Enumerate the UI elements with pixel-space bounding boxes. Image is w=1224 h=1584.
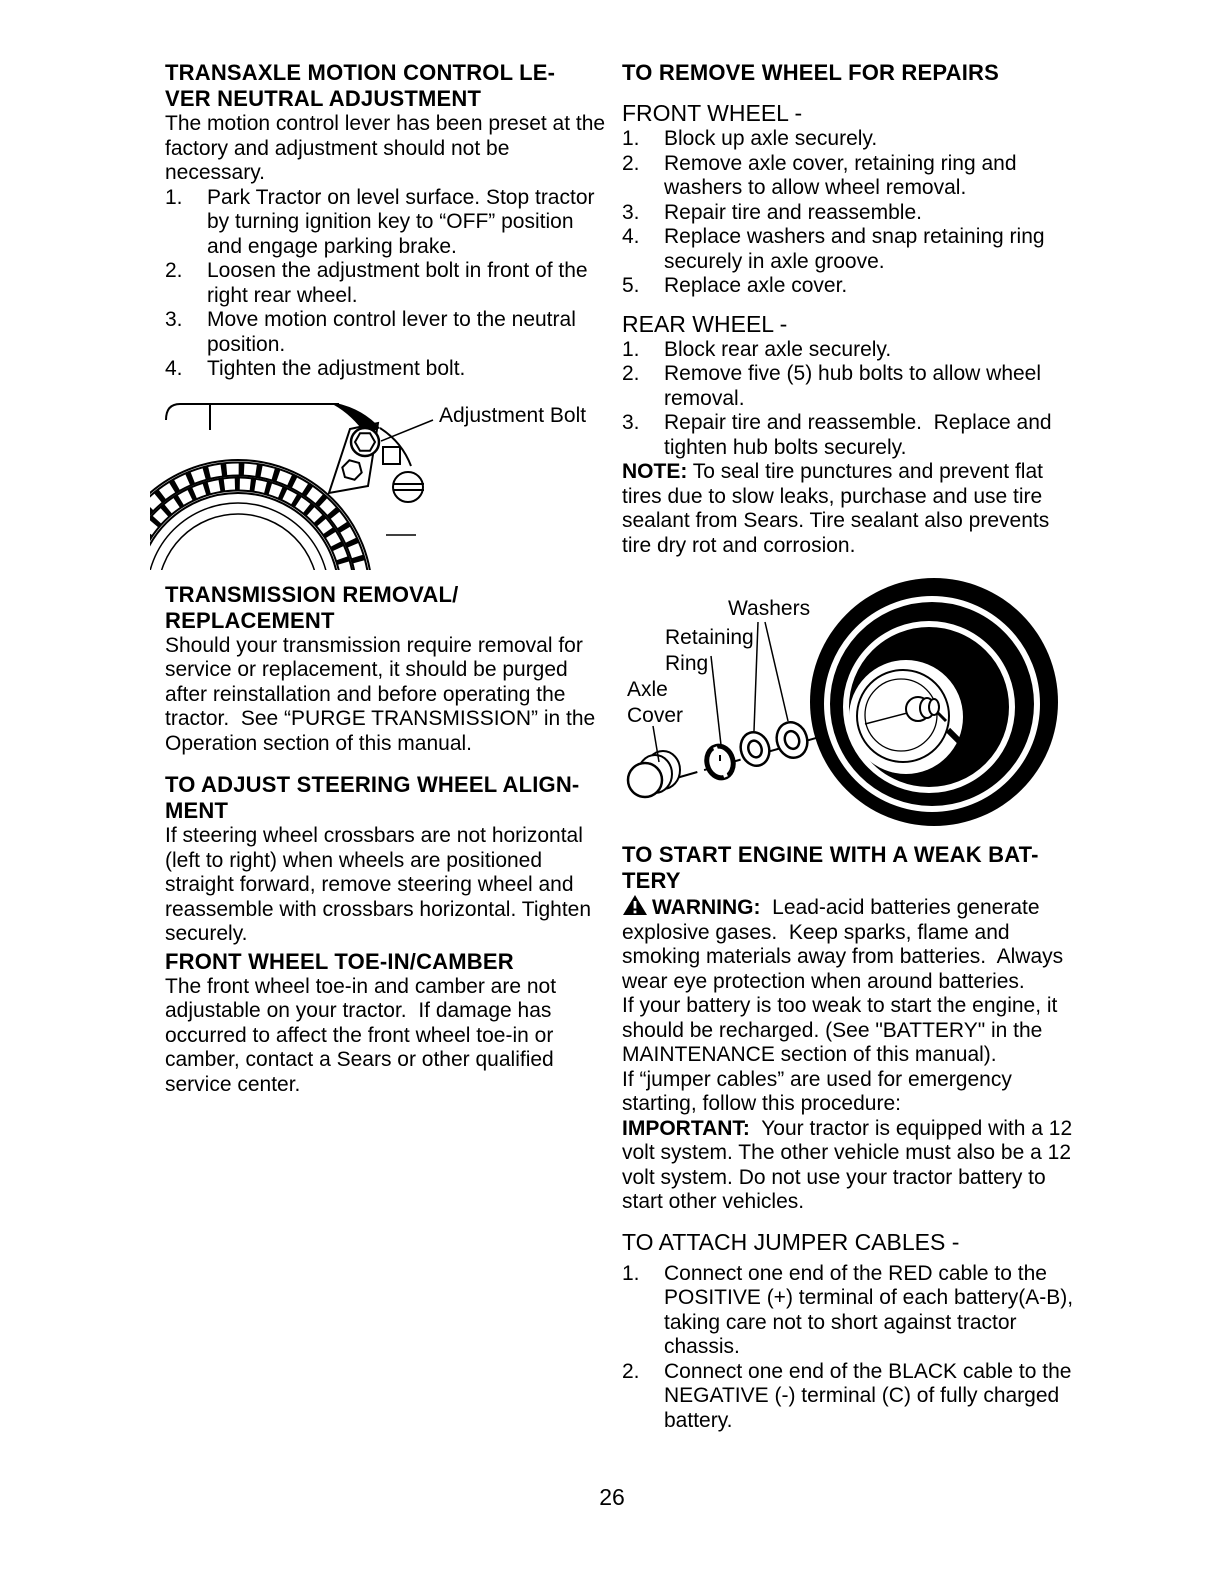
note-text: To seal tire punctures and prevent flat tires due to slow leaks, purchase and use tire sealant from Sears. Tire sealant also prevents tire dry rot and corrosion. — [622, 460, 1056, 557]
step-number: 4. — [622, 225, 640, 248]
step-number: 4. — [165, 357, 183, 380]
right-column — [622, 60, 1079, 1433]
figure-label-cover: Cover — [627, 704, 684, 727]
list-item — [165, 357, 611, 382]
list-item — [622, 1261, 1079, 1360]
figure-label-retaining: Retaining — [665, 626, 754, 649]
heading-line: REPLACEMENT — [165, 607, 335, 633]
heading-remove-wheel — [622, 60, 1074, 86]
heading-line: TO REMOVE WHEEL FOR REPAIRS — [622, 60, 999, 85]
heading-line: TERY — [622, 868, 681, 893]
heading-line: TO ADJUST STEERING WHEEL ALIGN- — [165, 772, 580, 797]
list-item — [622, 201, 1074, 226]
paragraph-warning — [622, 894, 1074, 994]
heading-toein — [165, 949, 611, 975]
page-number: 26 — [599, 1484, 625, 1510]
transaxle-steps — [165, 186, 611, 382]
list-item — [165, 186, 611, 260]
list-item — [622, 338, 1074, 363]
jumper-steps — [622, 1261, 1079, 1434]
note-label: NOTE: — [622, 460, 688, 483]
step-text: Move motion control lever to the neutral position. — [207, 308, 582, 356]
warning-label: WARNING: — [652, 896, 761, 919]
step-text: Connect one end of the BLACK cable to the NEGATIVE (-) terminal (C) of fully charged battery. — [664, 1359, 1078, 1432]
step-text: Connect one end of the RED cable to the POSITIVE (+) terminal of each battery(A-B), taking care not to short against tractor chassis. — [664, 1261, 1079, 1358]
list-item — [165, 259, 611, 308]
paragraph-important — [622, 1116, 1078, 1215]
heading-line: TO START ENGINE WITH A WEAK BAT- — [622, 842, 1039, 867]
paragraph-note — [622, 460, 1074, 558]
paragraph-jumper-intro: If “jumper cables” are used for emergency starting, follow this procedure: — [622, 1067, 1018, 1115]
fender-edge — [166, 404, 339, 420]
subheading-attach-jumper: TO ATTACH JUMPER CABLES - — [622, 1228, 960, 1255]
heading-line: VER NEUTRAL ADJUSTMENT — [165, 86, 482, 111]
paragraph-transaxle-intro: The motion control lever has been preset at the factory and adjustment should not be necessary. — [165, 112, 611, 184]
adjustment-bolt-figure — [150, 390, 590, 570]
retaining-ring — [703, 743, 736, 781]
leader-line — [754, 622, 758, 731]
list-item — [622, 274, 1074, 299]
step-text: Block up axle securely. — [664, 127, 878, 150]
step-number: 5. — [622, 274, 640, 297]
step-text: Tighten the adjustment bolt. — [207, 357, 466, 380]
subheading-rear-wheel: REAR WHEEL - — [622, 310, 788, 337]
heading-steering — [165, 772, 611, 824]
important-label: IMPORTANT: — [622, 1116, 750, 1140]
warning-icon — [622, 894, 648, 916]
subheading-front-wheel: FRONT WHEEL - — [622, 100, 803, 126]
step-text: Remove axle cover, retaining ring and washers to allow wheel removal. — [664, 151, 1023, 199]
heading-transmission — [165, 582, 611, 634]
step-text: Remove five (5) hub bolts to allow wheel removal. — [664, 362, 1047, 410]
step-text: Replace axle cover. — [664, 274, 848, 297]
list-item — [622, 152, 1074, 201]
rear-wheel-steps — [622, 338, 1074, 461]
step-text: Repair tire and reassemble. Replace and tighten hub bolts securely. — [664, 411, 1058, 459]
step-number: 3. — [165, 308, 183, 331]
figure-label-ring: Ring — [665, 652, 709, 675]
paragraph-toein: The front wheel toe-in and camber are not adjustable on your tractor. If damage has occurred to affect the front wheel toe-in or camber, contact a Sears or other qualified service center. — [165, 974, 562, 1096]
paragraph-recharge: If your battery is too weak to start the engine, it should be recharged. (See "BATTERY" in the MAINTENANCE section of this manual). — [622, 994, 1064, 1066]
heading-line: FRONT WHEEL TOE-IN/CAMBER — [165, 948, 514, 974]
step-number: 1. — [622, 337, 640, 361]
step-number: 2. — [622, 1359, 640, 1383]
step-number: 3. — [622, 200, 640, 224]
heading-line: TRANSAXLE MOTION CONTROL LE- — [165, 60, 556, 85]
step-text: Park Tractor on level surface. Stop tractor by turning ignition key to “OFF” position and engage parking brake. — [207, 185, 601, 258]
list-item — [622, 1359, 1078, 1434]
step-number: 1. — [622, 127, 640, 150]
frame-square — [383, 447, 400, 464]
important-text: Your tractor is equipped with a 12 volt system. The other vehicle must also be a 12 volt system. Do not use your tractor battery to start other vehicles. — [622, 1116, 1078, 1213]
list-item — [622, 411, 1074, 460]
rear-tire — [810, 578, 1058, 826]
step-number: 1. — [165, 185, 183, 209]
step-number: 1. — [622, 1261, 640, 1285]
list-item — [165, 308, 611, 357]
step-text: Repair tire and reassemble. — [664, 200, 922, 224]
heading-transaxle — [165, 60, 611, 112]
step-text: Loosen the adjustment bolt in front of the right rear wheel. — [207, 259, 594, 307]
axle-cover — [628, 751, 680, 797]
paragraph-steering: If steering wheel crossbars are not horizontal (left to right) when wheels are positioned straight forward, remove steering wheel and reassemble with crossbars horizontal. Tighten securely. — [165, 824, 597, 945]
step-text: Replace washers and snap retaining ring securely in axle groove. — [664, 225, 1051, 273]
step-number: 2. — [165, 259, 183, 282]
lower-hex-bolt — [342, 460, 361, 479]
figure-label-adjustment-bolt: Adjustment Bolt — [439, 403, 587, 427]
leader-line — [711, 656, 721, 745]
heading-line: MENT — [165, 798, 229, 823]
front-wheel-steps — [622, 127, 1074, 299]
leader-line — [381, 420, 433, 441]
wheel-exploded-figure — [615, 568, 1095, 838]
heading-line: TRANSMISSION REMOVAL/ — [165, 581, 459, 607]
leader-line — [765, 622, 788, 721]
warning-text: Lead-acid batteries generate explosive gases. Keep sparks, flame and smoking materials away from batteries. Always wear eye protection when around batteries. — [622, 896, 1069, 993]
step-text: Block rear axle securely. — [664, 337, 892, 361]
figure-label-axle: Axle — [627, 678, 668, 701]
figure-label-washers: Washers — [728, 597, 811, 620]
left-column — [165, 60, 611, 1097]
list-item — [622, 225, 1074, 274]
list-item — [622, 127, 1074, 152]
step-number: 2. — [622, 362, 640, 385]
heading-weak-battery — [622, 842, 1074, 894]
paragraph-transmission: Should your transmission require removal for service or replacement, it should be purged after reinstallation and before operating the tractor. See “PURGE TRANSMISSION” in the Operation section of this manual. — [165, 633, 602, 755]
list-item — [622, 362, 1074, 411]
slotted-boss — [393, 472, 423, 502]
step-number: 3. — [622, 411, 640, 434]
step-number: 2. — [622, 151, 640, 175]
washers — [736, 718, 811, 769]
